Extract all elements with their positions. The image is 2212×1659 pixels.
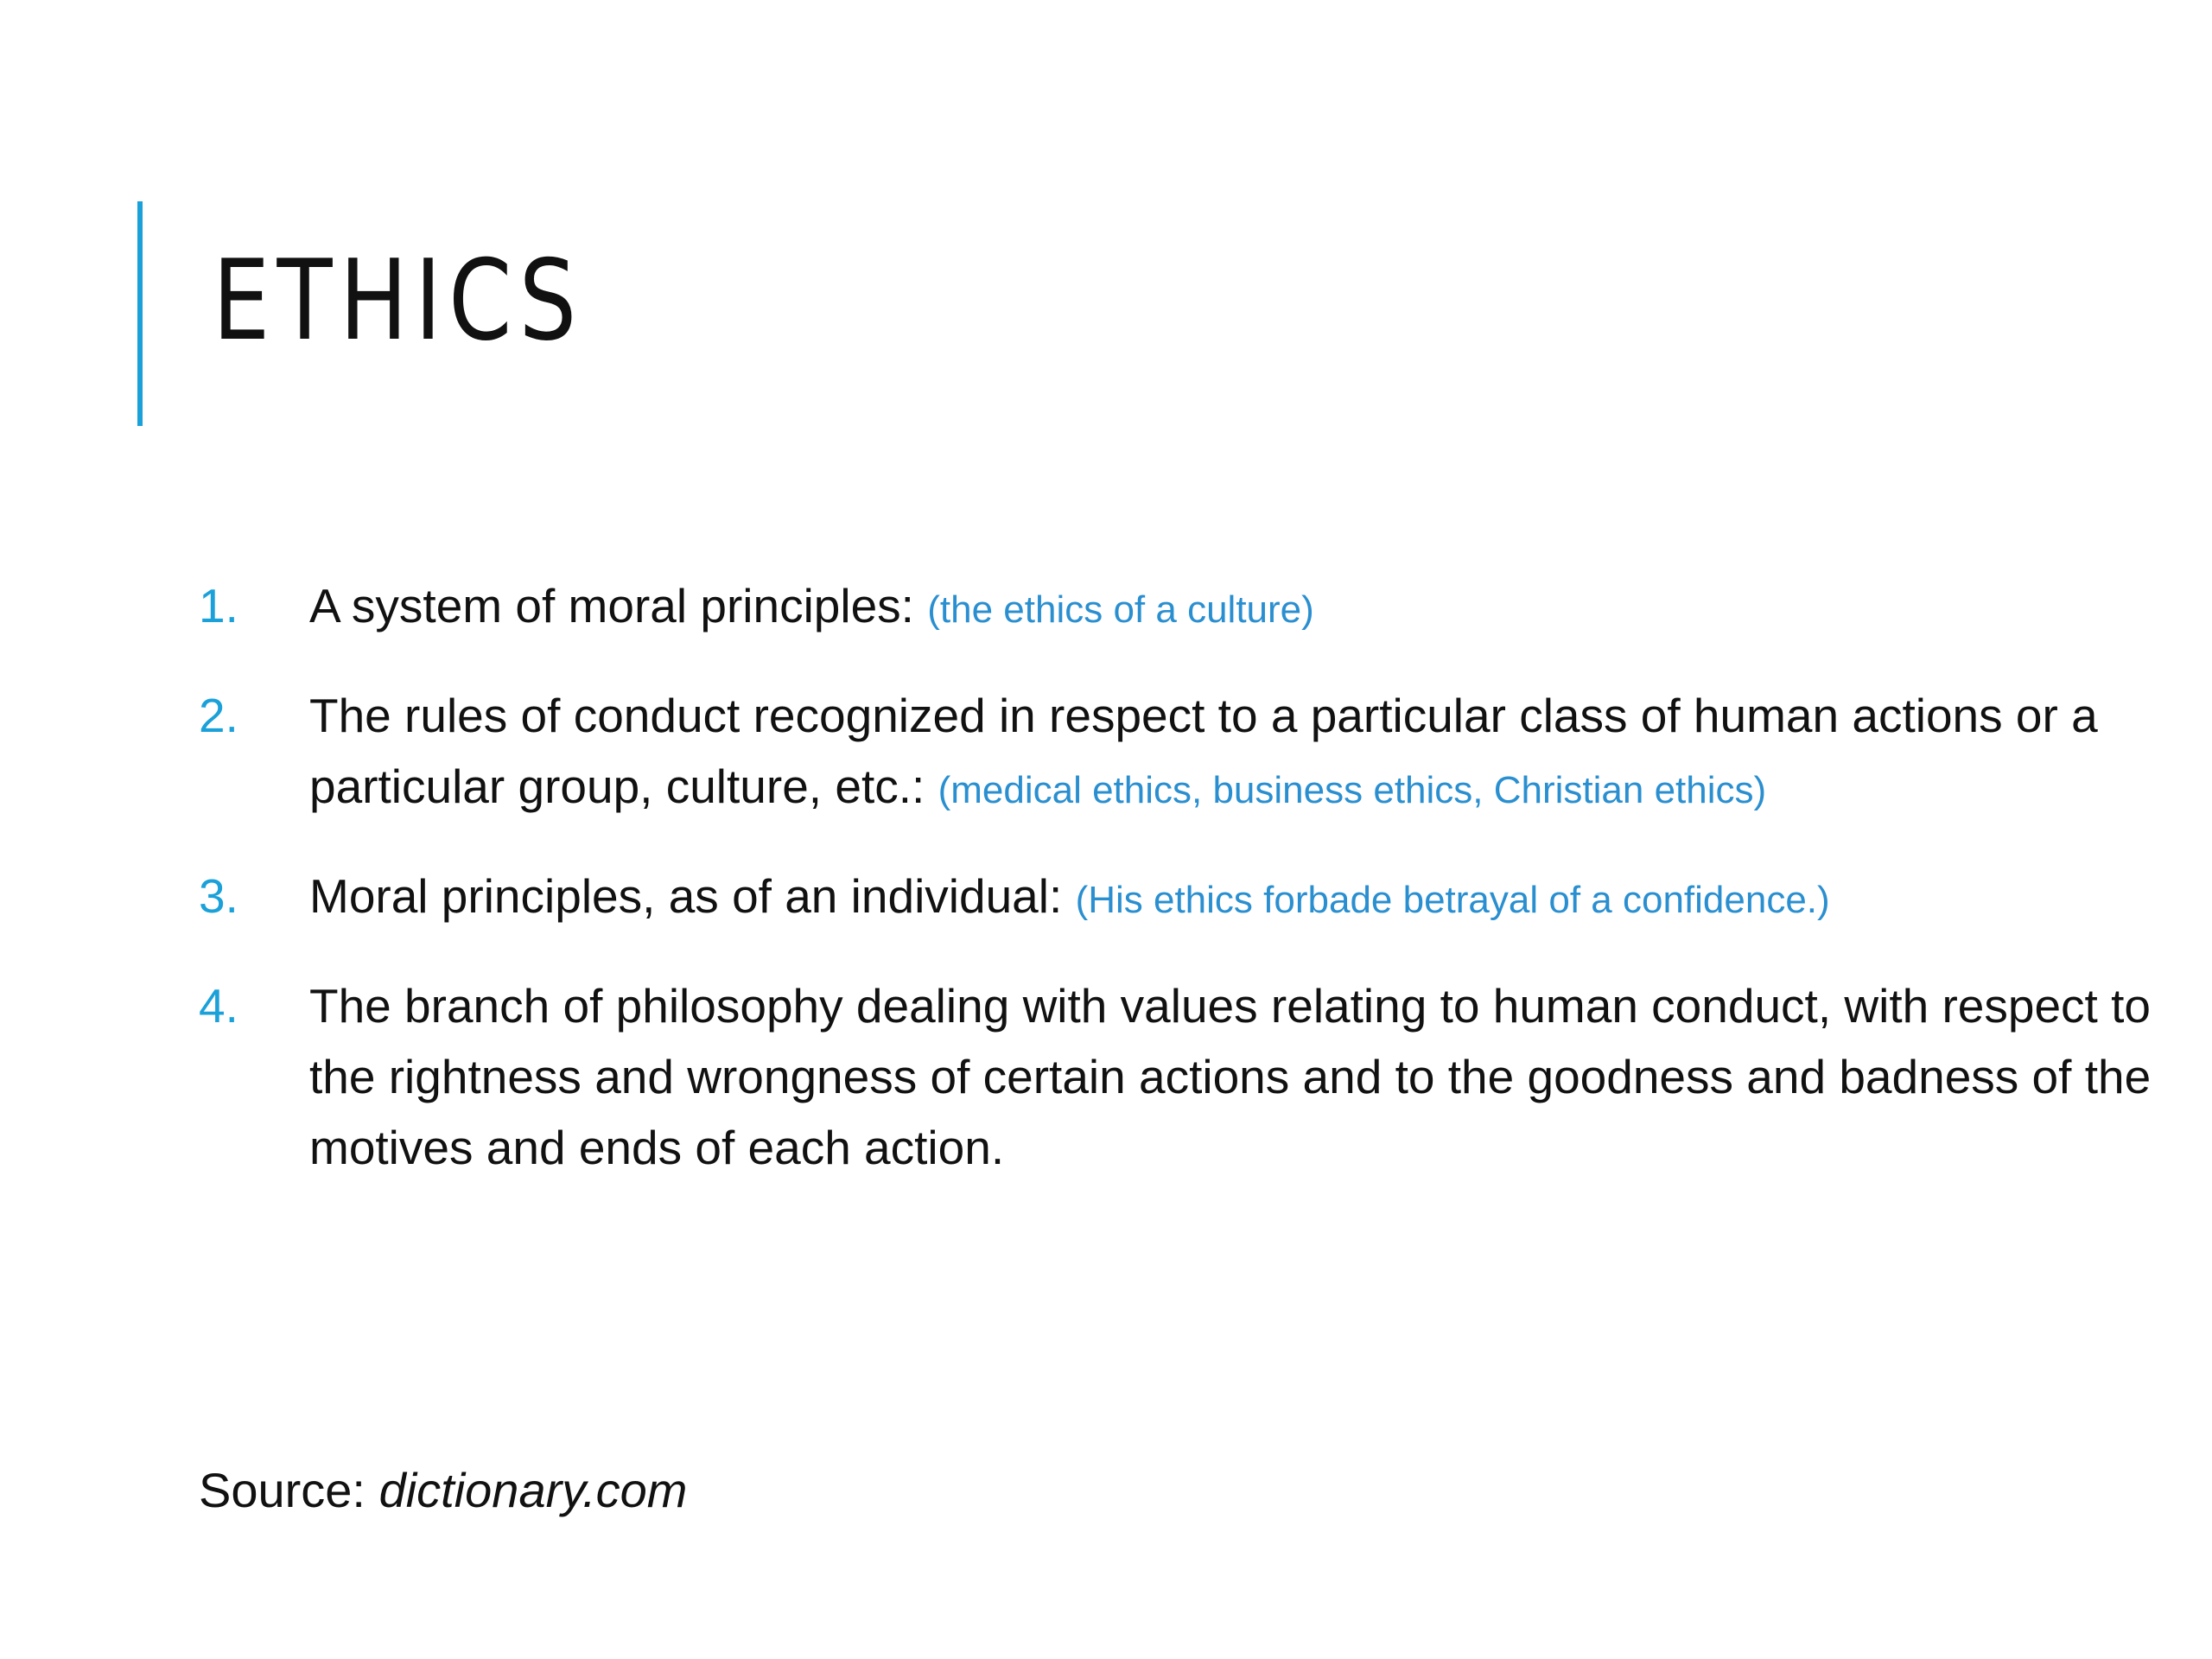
definition-number: 1. bbox=[199, 579, 238, 632]
definition-number: 3. bbox=[199, 869, 238, 923]
definition-number: 2. bbox=[199, 689, 238, 742]
definition-text: A system of moral principles: bbox=[309, 579, 914, 632]
slide-title: ETHICS bbox=[213, 237, 584, 365]
source-label: Source: bbox=[199, 1463, 365, 1517]
definition-example: (His ethics forbade betrayal of a confidence.) bbox=[1075, 879, 1830, 921]
definition-item-1 bbox=[199, 570, 2186, 645]
title-accent-bar bbox=[137, 201, 143, 426]
definition-item-2 bbox=[199, 680, 2186, 826]
definition-text: The branch of philosophy dealing with values relating to human conduct, with respect to the rightness and wrongness of certain actions and to the goodness and badness of the motives and ends of each action. bbox=[309, 979, 2152, 1174]
definition-number: 4. bbox=[199, 979, 238, 1033]
source-site: dictionary.com bbox=[378, 1463, 688, 1517]
definition-item-3 bbox=[199, 861, 2186, 936]
definition-text: The rules of conduct recognized in respect to a particular class of human actions or a particular group, culture, etc.: bbox=[309, 689, 2098, 813]
definition-example: (the ethics of a culture) bbox=[927, 588, 1314, 631]
definition-item-4 bbox=[199, 970, 2186, 1183]
source-citation bbox=[199, 1460, 687, 1521]
definition-text: Moral principles, as of an individual: bbox=[309, 869, 1063, 923]
definition-example: (medical ethics, business ethics, Christian ethics) bbox=[938, 769, 1767, 811]
definition-list bbox=[199, 570, 2186, 1217]
